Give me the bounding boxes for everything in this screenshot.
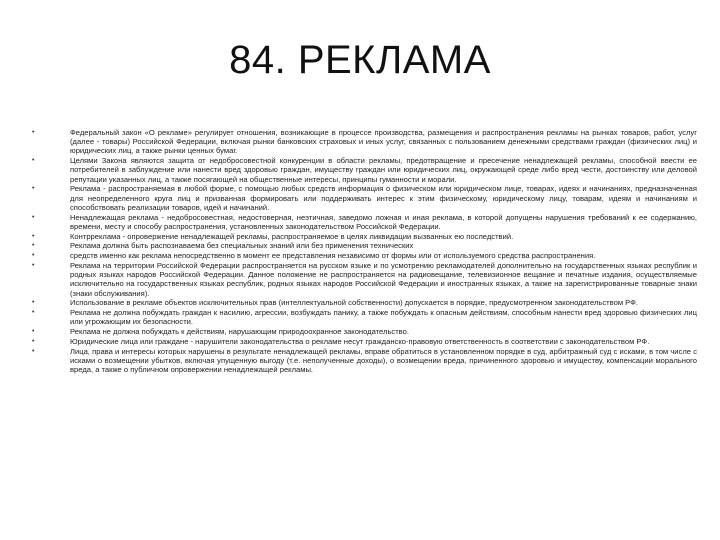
bullet-text: Лица, права и интересы которых нарушены в результате ненадлежащей рекламы, вправе обратиться в установленном порядке в суд, арбитражный суд с исками, в том числе с исками о возмещении убытков, включая упущенную выгоду (т.е. неполученные доходы), о возмещении вреда, причиненного здоровью и имуществу, компенсации морального вреда, а также о публичном опровержении ненадлежащей рекламы. [70,346,697,375]
bullet-text: Целями Закона являются защита от недобросовестной конкуренции в области рекламы, предотвращение и пресечение ненадлежащей рекламы, способной ввести ее потребителей в заблуждение или нанести вред здоровью граждан, имуществу граждан или юридических лиц, окружающей среде либо вред чести, достоинству или деловой репутации указанных лиц, а также посягающей на общественные интересы, принципы гуманности и морали. [70,156,697,184]
bullet-dot-icon: • [32,213,35,221]
bullet-item [32,261,697,298]
slide-title: 84. РЕКЛАМА [229,38,491,82]
bullet-item [32,337,697,346]
bullet-dot-icon: • [32,242,35,250]
bullet-item [32,184,697,212]
bullet-text: Реклама должна быть распознаваема без специальных знаний или без применения технических [70,241,414,251]
bullet-dot-icon: • [32,129,35,136]
bullet-text: Федеральный закон «О рекламе» регулирует отношения, возникающие в процессе производства, размещения и распространения рекламы на рынках товаров, работ, услуг (далее - товары) Российской Федерации, включая рынки банковских страховых и иных услуг, связанных с пользованием денежными средствами граждан (физических лиц) и юридических лиц, а также рынки ценных бумаг. [70,128,697,156]
bullet-dot-icon: • [32,347,35,355]
bullet-dot-icon: • [32,157,35,165]
bullet-dot-icon: • [32,328,35,336]
bullet-dot-icon: • [32,338,35,345]
bullet-item [32,251,697,260]
bullet-item [32,241,697,250]
bullet-item [32,327,697,336]
bullet-text: Реклама не должна побуждать граждан к насилию, агрессии, возбуждать панику, а также побуждать к опасным действиям, способным нанести вред здоровью физических лиц или угрожающим их безопасности. [70,308,697,327]
bullet-text: Реклама - распространяемая в любой форме, с помощью любых средств информация о физическом или юридическом лице, товарах, идеях и начинаниях, предназначенная для неопределенного круга лиц и призванная формировать или поддерживать интерес к этим физическому, юридическому лицу, товарам, идеям и начинаниям и способствовать реализации товаров, идей и начинаний. [70,184,697,212]
bullet-item [32,232,697,241]
bullet-dot-icon: • [32,232,35,240]
bullet-text: Ненадлежащая реклама - недобросовестная, недостоверная, неэтичная, заведомо ложная и иная реклама, в которой допущены нарушения требований к ее содержанию, времени, месту и способу распространения, установленных законодательством Российской Федерации. [70,212,697,231]
bullet-dot-icon: • [32,262,35,269]
bullet-item [32,347,697,375]
bullet-dot-icon: • [32,252,35,260]
bullet-dot-icon: • [32,299,35,307]
bullet-item [32,298,697,307]
bullet-text: Реклама не должна побуждать к действиям, нарушающим природоохранное законодательство. [70,327,409,337]
bullet-item [32,128,697,156]
bullet-text: Использование в рекламе объектов исключительных прав (интеллектуальной собственности) допускается в порядке, предусмотренном законодательством РФ. [70,298,639,308]
bullet-text: Реклама на территории Российской Федерации распространяется на русском языке и по усмотрению рекламодателей дополнительно на государственных языках республик и родных языках народов Российской Федерации. Данное положение не распространяется на радиовещание, телевизионное вещание и печатные издания, осуществляемые исключительно на государственных языках республик, родных языках народов Российской Федерации и иностранных языках, а также на зарегистрированные товарные знаки (знаки обслуживания). [70,261,697,298]
bullet-text: Контрреклама - опровержение ненадлежащей рекламы, распространяемое в целях ликвидации вызванных ею последствий. [70,231,514,241]
bullet-dot-icon: • [32,309,35,317]
bullet-text: средств именно как реклама непосредственно в момент ее представления независимо от формы или от используемого средства распространения. [70,251,596,261]
bullet-text: Юридические лица или граждане - нарушители законодательства о рекламе несут гражданско-правовую ответственность в соответствии с законодательством РФ. [70,337,650,346]
bullet-list [32,128,697,375]
bullet-item [32,308,697,326]
bullet-item [32,213,697,231]
bullet-item [32,156,697,184]
bullet-dot-icon: • [32,185,35,193]
